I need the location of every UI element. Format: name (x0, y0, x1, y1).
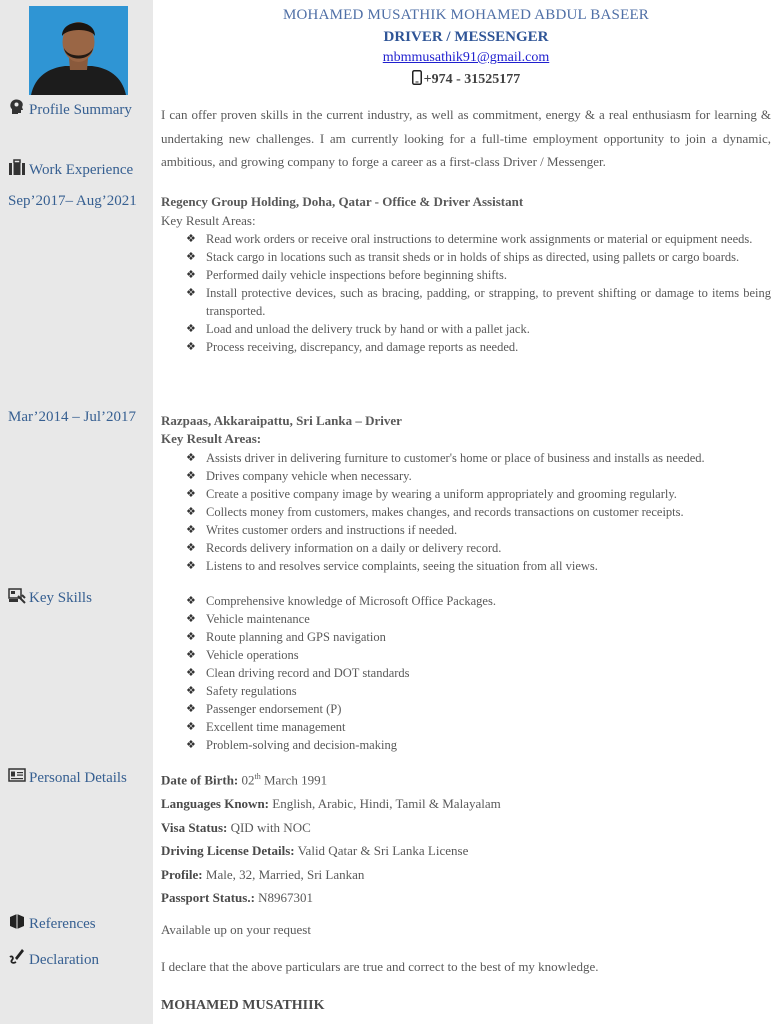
email-link[interactable] (153, 50, 779, 66)
personal-details-label: Personal Details (29, 770, 127, 786)
list-item: ❖ Drives company vehicle when necessary. (186, 467, 771, 485)
period-2: Mar’2014 – Jul’2017 (8, 409, 137, 425)
sidebar (0, 0, 155, 1024)
passport-value: N8967301 (254, 890, 314, 905)
dob-rest: March 1991 (260, 772, 328, 788)
list-item: ❖ Clean driving record and DOT standards (186, 664, 771, 682)
key-skills-label: Key Skills (29, 590, 92, 606)
list-item: ❖ Performed daily vehicle inspections before beginning shifts. (186, 266, 771, 284)
detail-license (161, 843, 468, 859)
list-item: ❖ Route planning and GPS navigation (186, 628, 771, 646)
section-personal-details (8, 766, 127, 787)
languages-value: English, Arabic, Hindi, Tamil & Malayalam (269, 796, 501, 811)
phone-number (153, 70, 779, 88)
phone-text: +974 - 31525177 (423, 72, 521, 87)
job-role: DRIVER / MESSENGER (383, 29, 549, 45)
pen-hand-icon (8, 948, 26, 966)
visa-value: QID with NOC (227, 820, 311, 835)
work-experience-label: Work Experience (29, 162, 134, 178)
email-text[interactable]: mbmmusathik91@gmail.com (382, 50, 550, 65)
languages-label: Languages Known: (161, 796, 269, 811)
declaration-text: I declare that the above particulars are true and correct to the best of my knowledge. (161, 959, 599, 974)
list-item: ❖ Excellent time management (186, 718, 771, 736)
list-item: ❖ Stack cargo in locations such as transit sheds or in holds of ships as directed, using pallets or cargo boards. (186, 248, 771, 266)
profile-photo (29, 6, 128, 95)
section-declaration (8, 948, 99, 969)
list-item: ❖ Problem-solving and decision-making (186, 736, 771, 754)
mobile-phone-icon (412, 70, 422, 85)
list-item: ❖ Vehicle operations (186, 646, 771, 664)
job-2-title: Razpaas, Akkaraipattu, Sri Lanka – Driver (161, 413, 402, 428)
profile-value: Male, 32, Married, Sri Lankan (202, 867, 365, 882)
profile-label: Profile: (161, 867, 203, 882)
list-item: ❖ Install protective devices, such as bracing, padding, or strapping, to prevent shifting or damage to items being transported. (186, 284, 771, 320)
job-2-kra-label: Key Result Areas: (161, 431, 262, 446)
list-item: ❖ Vehicle maintenance (186, 610, 771, 628)
list-item: ❖ Comprehensive knowledge of Microsoft Office Packages. (186, 592, 771, 610)
list-item: ❖ Writes customer orders and instructions if needed. (186, 521, 771, 539)
job-1-title: Regency Group Holding, Doha, Qatar - Office & Driver Assistant (161, 194, 524, 209)
passport-label: Passport Status.: (161, 890, 255, 905)
detail-dob (161, 772, 327, 788)
job-1-responsibilities (186, 230, 771, 356)
section-key-skills (8, 586, 92, 607)
section-references (8, 912, 96, 933)
job-1-kra-label: Key Result Areas: (161, 213, 256, 228)
book-icon (8, 912, 26, 930)
list-item: ❖ Process receiving, discrepancy, and damage reports as needed. (186, 338, 771, 356)
dob-suffix: th (254, 772, 261, 781)
license-label: Driving License Details: (161, 843, 295, 858)
briefcase-icon (8, 158, 26, 176)
detail-profile (161, 867, 364, 883)
list-item: ❖ Listens to and resolves service complaints, seeing the situation from all views. (186, 557, 771, 575)
list-item: ❖ Passenger endorsement (P) (186, 700, 771, 718)
signature-name: MOHAMED MUSATHIIK (161, 998, 325, 1013)
dob-day: 02 (241, 772, 255, 788)
period-1: Sep’2017– Aug’2021 (8, 193, 137, 209)
tools-icon (8, 586, 26, 604)
profile-summary-label: Profile Summary (29, 102, 132, 118)
declaration-label: Declaration (29, 952, 99, 968)
section-work-experience (8, 158, 133, 179)
job-2-responsibilities (186, 449, 771, 575)
detail-visa (161, 820, 311, 836)
list-item: ❖ Safety regulations (186, 682, 771, 700)
profile-summary-text: I can offer proven skills in the current industry, as well as commitment, energy & a real enthusiasm for learning & undertaking new challenges. I am currently looking for a full-time employment opportunity to join a dynamic, ambitious, and growing company to forge a career as a first-class Driver / Messenger. (161, 107, 771, 169)
detail-passport (161, 890, 313, 906)
visa-label: Visa Status: (161, 820, 228, 835)
candidate-name: MOHAMED MUSATHIK MOHAMED ABDUL BASEER (282, 7, 650, 23)
section-profile-summary (8, 98, 132, 119)
list-item: ❖ Load and unload the delivery truck by hand or with a pallet jack. (186, 320, 771, 338)
dob-label: Date of Birth: (161, 772, 239, 788)
detail-languages (161, 796, 501, 812)
key-skills-list (186, 592, 771, 754)
list-item: ❖ Collects money from customers, makes changes, and records transactions on customer receipts. (186, 503, 771, 521)
list-item: ❖ Create a positive company image by wearing a uniform appropriately and grooming regularly. (186, 485, 771, 503)
list-item: ❖ Read work orders or receive oral instructions to determine work assignments or material or equipment needs. (186, 230, 771, 248)
references-text: Available up on your request (161, 922, 311, 937)
list-item: ❖ Records delivery information on a daily or delivery record. (186, 539, 771, 557)
list-item: ❖ Assists driver in delivering furniture to customer's home or place of business and installs as needed. (186, 449, 771, 467)
references-label: References (29, 916, 96, 932)
person-silhouette-icon (29, 6, 128, 95)
license-value: Valid Qatar & Sri Lanka License (294, 843, 469, 858)
id-card-icon (8, 766, 26, 784)
head-gears-icon (8, 98, 26, 116)
